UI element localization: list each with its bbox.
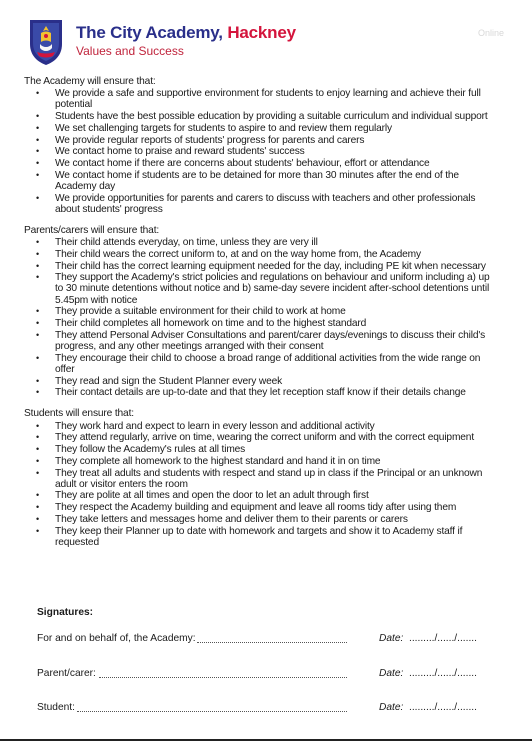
signatures-title: Signatures:: [37, 607, 94, 618]
list-item: • They attend Personal Adviser Consultations and parent/carer days/evenings to discuss their child's progress, and any other meetings arranged with their consent: [24, 330, 494, 352]
list-item: • They keep their Planner up to date with homework and targets and show it to Academy staff if requested: [24, 526, 494, 548]
list-item: • They complete all homework to the highest standard and hand it in on time: [24, 456, 494, 467]
school-name: [76, 23, 296, 43]
student-date-label: Date:: [379, 702, 404, 713]
list-item: • They treat all adults and students with respect and stand up in class if the Principal or an unknown adult or visitor enters the room: [24, 468, 494, 490]
list-item: • We contact home if there are concerns about students' behaviour, effort or attendance: [24, 158, 494, 169]
school-crest-logo: [28, 18, 64, 66]
page-header: [28, 18, 508, 70]
list-item: • We contact home to praise and reward students' success: [24, 146, 494, 157]
student-signature-line[interactable]: [77, 711, 347, 712]
academy-signature-row: [37, 633, 497, 647]
students-commitments-list: [24, 421, 494, 548]
list-item: • Their contact details are up-to-date and that they let reception staff know if their details change: [24, 387, 494, 398]
parent-signature-label: Parent/carer:: [37, 668, 96, 679]
parent-date-field[interactable]: ........./....../.......: [409, 668, 477, 679]
school-name-main: The City Academy,: [76, 23, 223, 42]
list-item: • They work hard and expect to learn in every lesson and additional activity: [24, 421, 494, 432]
academy-date-label: Date:: [379, 633, 404, 644]
list-item: • We provide a safe and supportive environment for students to enjoy learning and achieve their full potential: [24, 88, 494, 110]
academy-signature-label: For and on behalf of, the Academy:: [37, 633, 196, 644]
school-name-accent: Hackney: [227, 23, 296, 42]
academy-date-field[interactable]: ........./....../.......: [409, 633, 477, 644]
parents-commitments-list: [24, 237, 494, 398]
list-item: • Their child completes all homework on time and to the highest standard: [24, 318, 494, 329]
school-tagline: Values and Success: [76, 44, 184, 58]
student-signature-label: Student:: [37, 702, 75, 713]
parent-signature-row: [37, 668, 497, 682]
list-item: • They attend regularly, arrive on time, wearing the correct uniform and with the correct equipment: [24, 432, 494, 443]
parents-section: [24, 225, 494, 399]
list-item: • They provide a suitable environment for their child to work at home: [24, 306, 494, 317]
academy-signature-line[interactable]: [197, 642, 347, 643]
list-item: • Their child attends everyday, on time, unless they are very ill: [24, 237, 494, 248]
parent-date-label: Date:: [379, 668, 404, 679]
academy-section-heading: The Academy will ensure that:: [24, 76, 156, 87]
student-signature-row: [37, 702, 497, 716]
list-item: • Their child wears the correct uniform to, at and on the way home from, the Academy: [24, 249, 494, 260]
list-item: • We provide regular reports of students' progress for parents and carers: [24, 135, 494, 146]
list-item: • Their child has the correct learning equipment needed for the day, including PE kit when necessary: [24, 261, 494, 272]
list-item: • They take letters and messages home and deliver them to their parents or carers: [24, 514, 494, 525]
list-item: • They read and sign the Student Planner every week: [24, 376, 494, 387]
bottom-border-rule: [0, 739, 532, 741]
parent-signature-line[interactable]: [99, 677, 347, 678]
academy-commitments-list: [24, 88, 494, 215]
list-item: • They support the Academy's strict policies and regulations on behaviour and uniform including a) up to 30 minute detentions without notice and b) same-day severe incident after-school detentions until 5.45pm with notice: [24, 272, 494, 306]
corner-faint-text: Online: [477, 28, 504, 38]
list-item: • We set challenging targets for students to aspire to and review them regularly: [24, 123, 494, 134]
signatures-block: [37, 607, 497, 713]
list-item: • We provide opportunities for parents and carers to discuss with teachers and other professionals about students' progress: [24, 193, 494, 215]
list-item: • We contact home if students are to be detained for more than 30 minutes after the end of the Academy day: [24, 170, 494, 192]
students-section: [24, 408, 494, 547]
list-item: • They follow the Academy's rules at all times: [24, 444, 494, 455]
parents-section-heading: Parents/carers will ensure that:: [24, 224, 160, 236]
students-section-heading: Students will ensure that:: [24, 408, 134, 420]
list-item: • They are polite at all times and open the door to let an adult through first: [24, 490, 494, 501]
agreement-body: [24, 76, 494, 558]
academy-section: [24, 76, 494, 215]
list-item: • Students have the best possible education by providing a suitable curriculum and individual support: [24, 111, 494, 122]
list-item: • They encourage their child to choose a broad range of additional activities from the wide range on offer: [24, 353, 494, 375]
list-item: • They respect the Academy building and equipment and leave all rooms tidy after using them: [24, 502, 494, 513]
student-date-field[interactable]: ........./....../.......: [409, 702, 477, 713]
